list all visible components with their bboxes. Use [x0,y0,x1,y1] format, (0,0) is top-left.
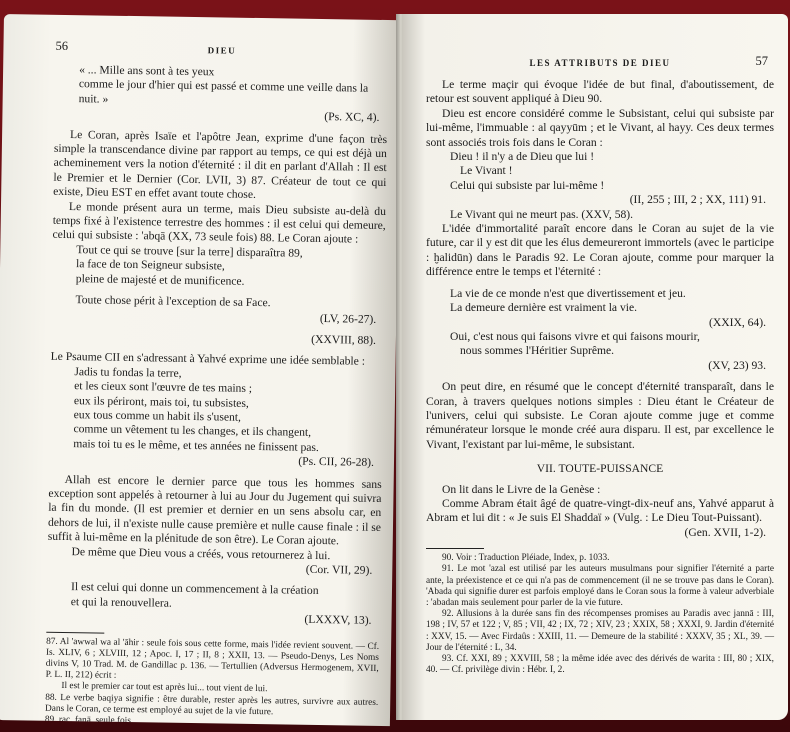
right-running-head [426,54,774,70]
reference: (Ps. XC, 4). [324,110,380,125]
running-title-right: LES ATTRIBUTS DE DIEU [529,58,671,68]
quote-line: De même que Dieu vous a créés, vous retournerez à lui. [71,544,331,562]
quote-line: Oui, c'est nous qui faisons vivre et qui faisons mourir, [450,329,700,343]
quote-line: Toute chose périt à l'exception de sa Face. [75,293,271,310]
reference: (II, 255 ; III, 2 ; XX, 111) 91. [629,193,766,207]
running-title-left: DIEU [207,45,237,56]
quote-line: La demeure dernière est vraiment la vie. [450,301,638,315]
reference: (XXIX, 64). [709,315,766,329]
quote-line: comme le jour d'hier qui est passé et comme une veille dans la nuit. » [78,77,369,106]
reference: (Cor. VII, 29). [305,562,373,577]
quote-line: Il est celui qui donne un commencement à la création [70,580,319,598]
reference: (XXVIII, 88). [311,332,377,347]
paragraph: Le Coran, après Isaïe et l'apôtre Jean, exprime d'une façon très simple la transcendance divine par rapport au temps, ce qui est déjà un acheminement vers la notion d'éternité : il dit en parlant d'Allah : Il est le Premier et le Dernier (Cor. LVII, 3) 87. Créateur de tout ce qui existe, Dieu EST en effet avant toute chose. [53,127,388,202]
quote-line: comme un vêtement tu les changes, et ils changent, [73,422,312,440]
paragraph: Le terme maçir qui évoque l'idée de but final, d'aboutissement, de retour est souvent appliqué à Dieu 90. [426,78,774,106]
quote-line: pleine de majesté et de munificence. [75,271,245,288]
quote-line: Tout ce qui se trouve [sur la terre] disparaîtra 89, [76,243,303,260]
footnote-rule [426,548,484,549]
quote-line: Celui qui subsiste par lui-même ! [450,178,605,192]
quote-paragraph: Comme Abram était âgé de quatre-vingt-dix-neuf ans, Yahvé apparut à Abram et lui dit : « Je suis El Shaddaï » (Vulg. : Le Dieu Tout-Puissant). [426,496,774,525]
reference: (Ps. CII, 26-28). [298,454,375,470]
quote-line: et les cieux sont l'œuvre de tes mains ; [74,379,253,396]
quote-line: mais toi tu es le même, et tes années ne finissent pas. [73,436,320,454]
footnote: 89. rac. fanā, seule fois. [44,714,134,727]
footnote: 90. Voir : Traduction Pléiade, Index, p. 1033. [442,553,610,564]
quote-line: eux ils périront, mais toi, tu subsistes, [73,393,249,410]
paragraph: On peut dire, en résumé que le concept d'éternité transparaît, dans le Coran, à travers quelques notions simples : Dieu étant le Créateur de l'univers, celui qui subsiste. Le Coran ajoute comme juge et comme rémunérateur lorsque le monde créé aura disparu. Il est, par excellence le Vivant, l'existant par lui-même, le subsistant. [426,380,774,451]
quote-line: la face de ton Seigneur subsiste, [75,257,225,273]
footnote-rule [46,631,104,633]
reference: (LV, 26-27). [319,311,377,326]
left-page [0,14,401,726]
quote-line: Dieu ! il n'y a de Dieu que lui ! [450,150,595,164]
quote-line: La vie de ce monde n'est que divertissement et jeu. [450,286,686,300]
footnote: 88. Le verbe baqiya signifie : être durable, rester après les autres, survivre aux autres. Dans le Coran, ce terme est employé au sujet de la vie future. [45,692,379,718]
footnote: 91. Le mot 'azal est utilisé par les auteurs musulmans pour signifier l'éternité a parte ante, la préexistence et ce qui n'a pas de commencement (il ne se trouve pas dans le Coran). 'Abada qui signifie durer est parfois employé dans le Coran sous la forme à valeur adverbiale : 'abadan mais seulement pour parler de la vie future. [426,564,774,608]
paragraph: On lit dans le Livre de la Genèse : [442,482,601,496]
page-number-left: 56 [55,38,69,54]
reference: (XV, 23) 93. [708,358,766,372]
paragraph: Allah est encore le dernier parce que tous les hommes sans exception sont appelés à retourner à lui au Jour du Jugement qui suivra la fin du monde. (Il est premier et dernier en un sens absolu car, en dehors de lui, il n'existe nulle cause première et nulle cause finale : il se suffit à lui-même en la plénitude de son être). Le Coran ajoute. [47,472,382,548]
footnote: 92. Allusions à la durée sans fin des récompenses promises au Paradis avec jannā : III, 198 ; IV, 57 et 122 ; V, 85 ; VII, 42 ; IX, 72 ; XIV, 23 ; XXIX, 58 ; XXXI, 9. Jardin d'éternité : XXV, 15. — Avec Firdaûs : XXIII, 11. — Demeure de la stabilité : XXXV, 35 ; XL, 39. — Jour de l'éternité : L, 34. [426,609,774,653]
quote-line: Jadis tu fondas la terre, [74,364,182,380]
quote-line: eux tous comme un habit ils s'usent, [73,408,242,424]
quote-line: « ... Mille ans sont à tes yeux [79,63,215,79]
footnotes-left [45,636,379,726]
section-heading: VII. TOUTE-PUISSANCE [536,462,664,476]
footnote: 87. Al 'awwal wa al 'āhir : seule fois sous cette forme, mais l'idée revient souvent. — Cf. Is. XLIV, 6 ; XLVIII, 12 ; Apoc. I, 17 ; II, 8 ; XXII, 13. — Pseudo-Denys, Les Noms divins V, 10 Trad. M. de Gandillac p. 136. — Tertullien (Adversus Hermogenem, XVII, P. L. II, 212) écrit : [45,636,380,682]
footnotes-right [426,553,774,676]
page-number-right: 57 [755,54,768,68]
paragraph: Dieu est encore considéré comme le Subsistant, celui qui subsiste par lui-même, l'immuable : al qayyūm ; et le Vivant, al hayy. Ces deux termes sont associés trois fois dans le Coran : [426,106,774,149]
quote-line: Le Vivant ! [460,164,513,178]
footnote: 93. Cf. XXI, 89 ; XXVIII, 58 ; la même idée avec des dérivés de warita : III, 80 ; XIX, 40. — Cf. privilège divin : Hébr. I, 2. [426,654,774,676]
footnote: Il est le premier car tout est après lui... tout vient de lui. [61,681,268,695]
paragraph: Le monde présent aura un terme, mais Dieu subsiste au-delà du temps fixé à l'existence terrestre des hommes : il est celui qui demeure, celui qui subsiste : 'abqā (XX, 73 seule fois) 88. Le Coran ajoute : [52,199,387,247]
paragraph: Le Psaume CII en s'adressant à Yahvé exprime une idée semblable : [50,350,366,369]
quote-line: Le Vivant qui ne meurt pas. (XXV, 58). [450,207,634,221]
paragraph: L'idée d'immortalité paraît encore dans le Coran au sujet de la vie future, car il y est dit que les élus demeureront immortels (avec le participe : ḫalidūn) dans le Paradis 92. Le Coran ajoute, comme pour marquer la différence entre le temps et l'éternité : [426,222,774,279]
right-page [402,14,788,720]
quote-line: et qui la renouvellera. [70,594,172,610]
left-running-head [55,39,388,60]
quote-line: nous sommes l'Héritier Suprême. [460,344,615,358]
reference: (LXXXV, 13). [304,613,372,628]
reference: (Gen. XVII, 1-2). [684,525,766,539]
